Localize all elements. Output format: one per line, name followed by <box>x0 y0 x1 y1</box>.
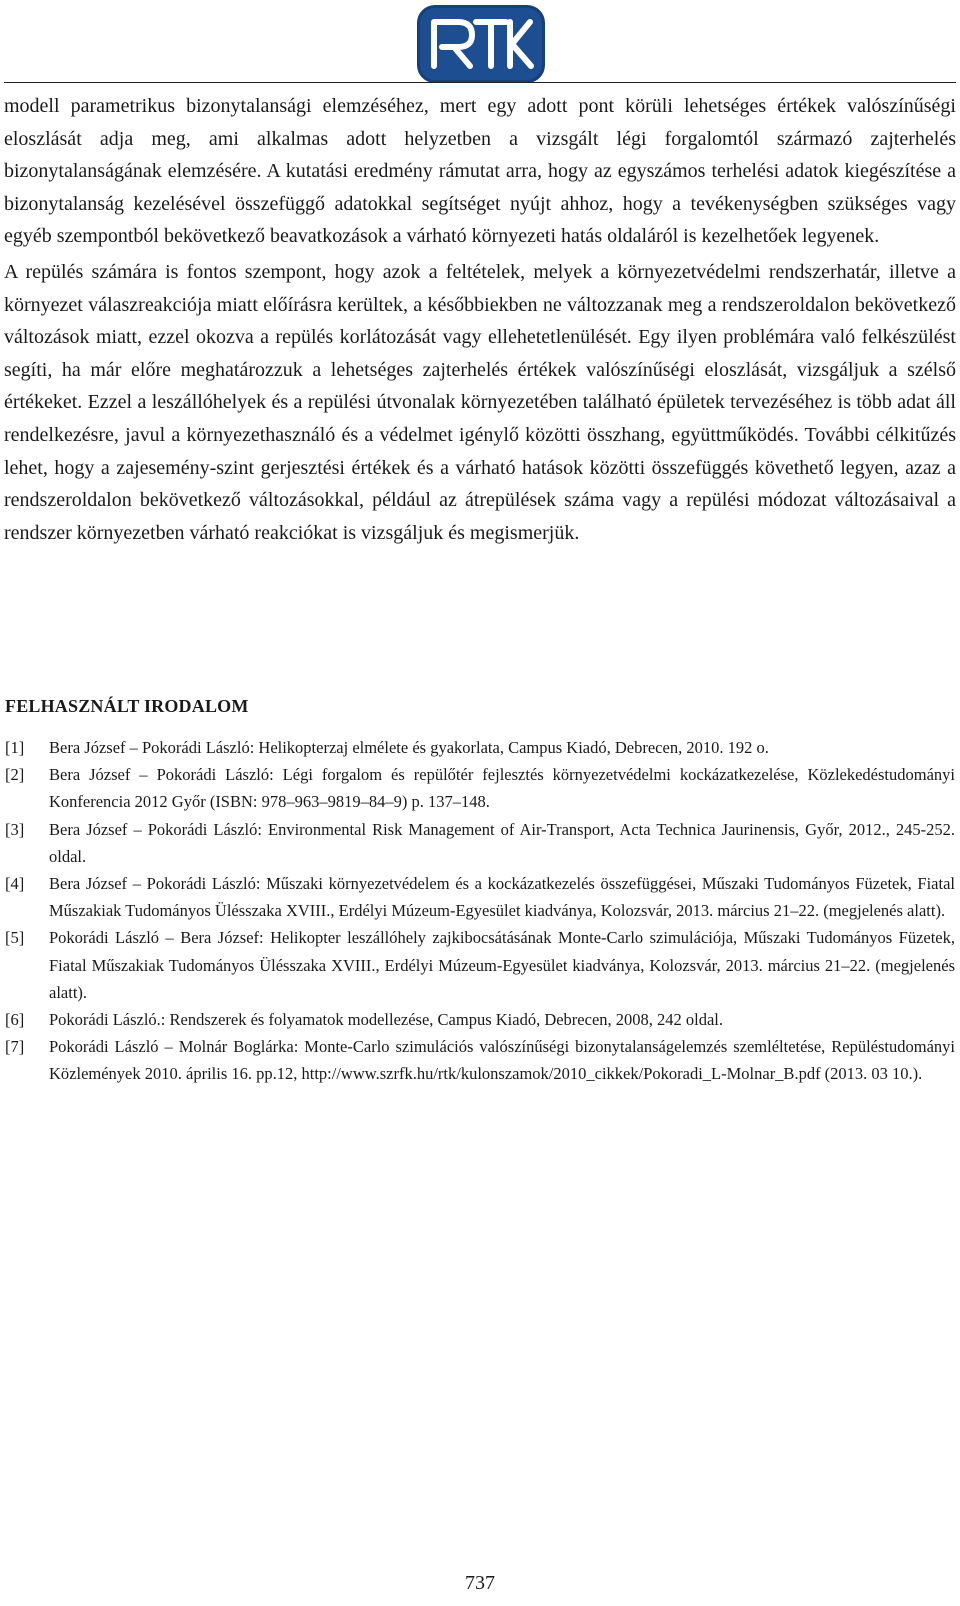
reference-item <box>5 924 955 1006</box>
reference-number: [5] <box>5 928 25 948</box>
rtk-logo-mark <box>420 8 542 80</box>
reference-number: [3] <box>5 819 25 839</box>
reference-item <box>5 1006 955 1033</box>
reference-item <box>5 870 955 924</box>
reference-text: Bera József – Pokorádi László: Environmental Risk Management of Air-Transport, Acta Technica Jaurinensis, Győr, 2012., 245-252. oldal. <box>49 819 955 866</box>
reference-text: Pokorádi László.: Rendszerek és folyamatok modellezése, Campus Kiadó, Debrecen, 2008, 242 oldal. <box>49 1010 724 1030</box>
reference-number: [7] <box>5 1037 25 1057</box>
reference-text: Bera József – Pokorádi László: Légi forgalom és repülőtér fejlesztés környezetvédelmi kockázatkezelése, Közlekedéstudományi Konferencia 2012 Győr (ISBN: 978–963–9819–84–9) p. 137–148. <box>49 765 955 812</box>
references-list <box>5 734 955 1088</box>
references-heading: FELHASZNÁLT IRODALOM <box>5 696 249 716</box>
header-divider <box>4 82 956 83</box>
reference-item <box>5 761 955 815</box>
reference-item <box>5 816 955 870</box>
body-text <box>4 90 956 552</box>
page-header <box>0 0 960 88</box>
reference-text: Bera József – Pokorádi László: Műszaki környezetvédelem és a kockázatkezelés összefüggései, Műszaki Tudományos Füzetek, Fiatal Műszakiak Tudományos Ülésszaka XVIII., Erdélyi Múzeum-Egyesület kiadványa, Kolozsvár, 2013. március 21–22. (megjelenés alatt). <box>49 874 955 921</box>
reference-number: [6] <box>5 1010 25 1030</box>
reference-item <box>5 1033 955 1087</box>
reference-number: [1] <box>5 738 25 757</box>
reference-text: Bera József – Pokorádi László: Helikopterzaj elmélete és gyakorlata, Campus Kiadó, Debrecen, 2010. 192 o. <box>49 738 769 757</box>
paragraph-2: A repülés számára is fontos szempont, hogy azok a feltételek, melyek a környezetvédelmi rendszerhatár, illetve a környezet válaszreakciója miatt előírásra kerültek, a későbbiekben ne változzanak meg a rendszeroldalon bekövetkező változások miatt, ezzel okozva a repülés korlátozását vagy ellehetetlenülését. Egy ilyen problémára való felkészülést segíti, ha már előre meghatározzuk a lehetséges zajterhelés értékek valószínűségi eloszlását, vizsgáljuk a szélső értékeket. Ezzel a leszállóhelyek és a repülési útvonalak környezetében található épületek tervezéséhez is több adat áll rendelkezésre, javul a környezethasználó és a védelmet igénylő közötti összhang, együttműködés. További célkitűzés lehet, hogy a zajesemény-szint gerjesztési értékek és a várható hatások közötti összefüggés követhető legyen, azaz a rendszeroldalon bekövetkező változásokkal, például az átrepülések száma vagy a repülési módozat változásaival a rendszer környezetben várható reakciókat is vizsgáljuk és megismerjük. <box>4 260 956 544</box>
reference-number: [2] <box>5 765 25 785</box>
rtk-logo <box>417 5 545 83</box>
reference-text: Pokorádi László – Bera József: Helikopter leszállóhely zajkibocsátásának Monte-Carlo szimulációja, Műszaki Tudományos Füzetek, Fiatal Műszakiak Tudományos Ülésszaka XVIII., Erdélyi Múzeum-Egyesület kiadványa, Kolozsvár, 2013. március 21–22. (megjelenés alatt). <box>49 928 955 1002</box>
reference-number: [4] <box>5 874 25 894</box>
reference-text: Pokorádi László – Molnár Boglárka: Monte-Carlo szimulációs valószínűségi bizonytalanságelemzés szemléltetése, Repüléstudományi Közlemények 2010. április 16. pp.12, http://www.szrfk.hu/rtk/kulonszamok/2010_cikkek/Pokoradi_L-Molnar_B.pdf (2013. 03 10.). <box>49 1037 955 1084</box>
reference-item <box>5 734 955 761</box>
page-number: 737 <box>465 1572 495 1594</box>
paragraph-1: modell parametrikus bizonytalansági elemzéséhez, mert egy adott pont körüli lehetséges értékek valószínűségi eloszlását adja meg, ami alkalmas adott helyzetben a vizsgált légi forgalomtól származó zajterhelés bizonytalanságának elemzésére. A kutatási eredmény rámutat arra, hogy az egyszámos terhelési adatok kiegészítése a bizonytalanság kezelésével összefüggő adatokkal segítséget nyújt ahhoz, hogy a tevékenységben szükséges vagy egyéb szempontból bekövetkező beavatkozások a várható környezeti hatás oldaláról is kezelhetőek legyenek. <box>4 95 956 248</box>
